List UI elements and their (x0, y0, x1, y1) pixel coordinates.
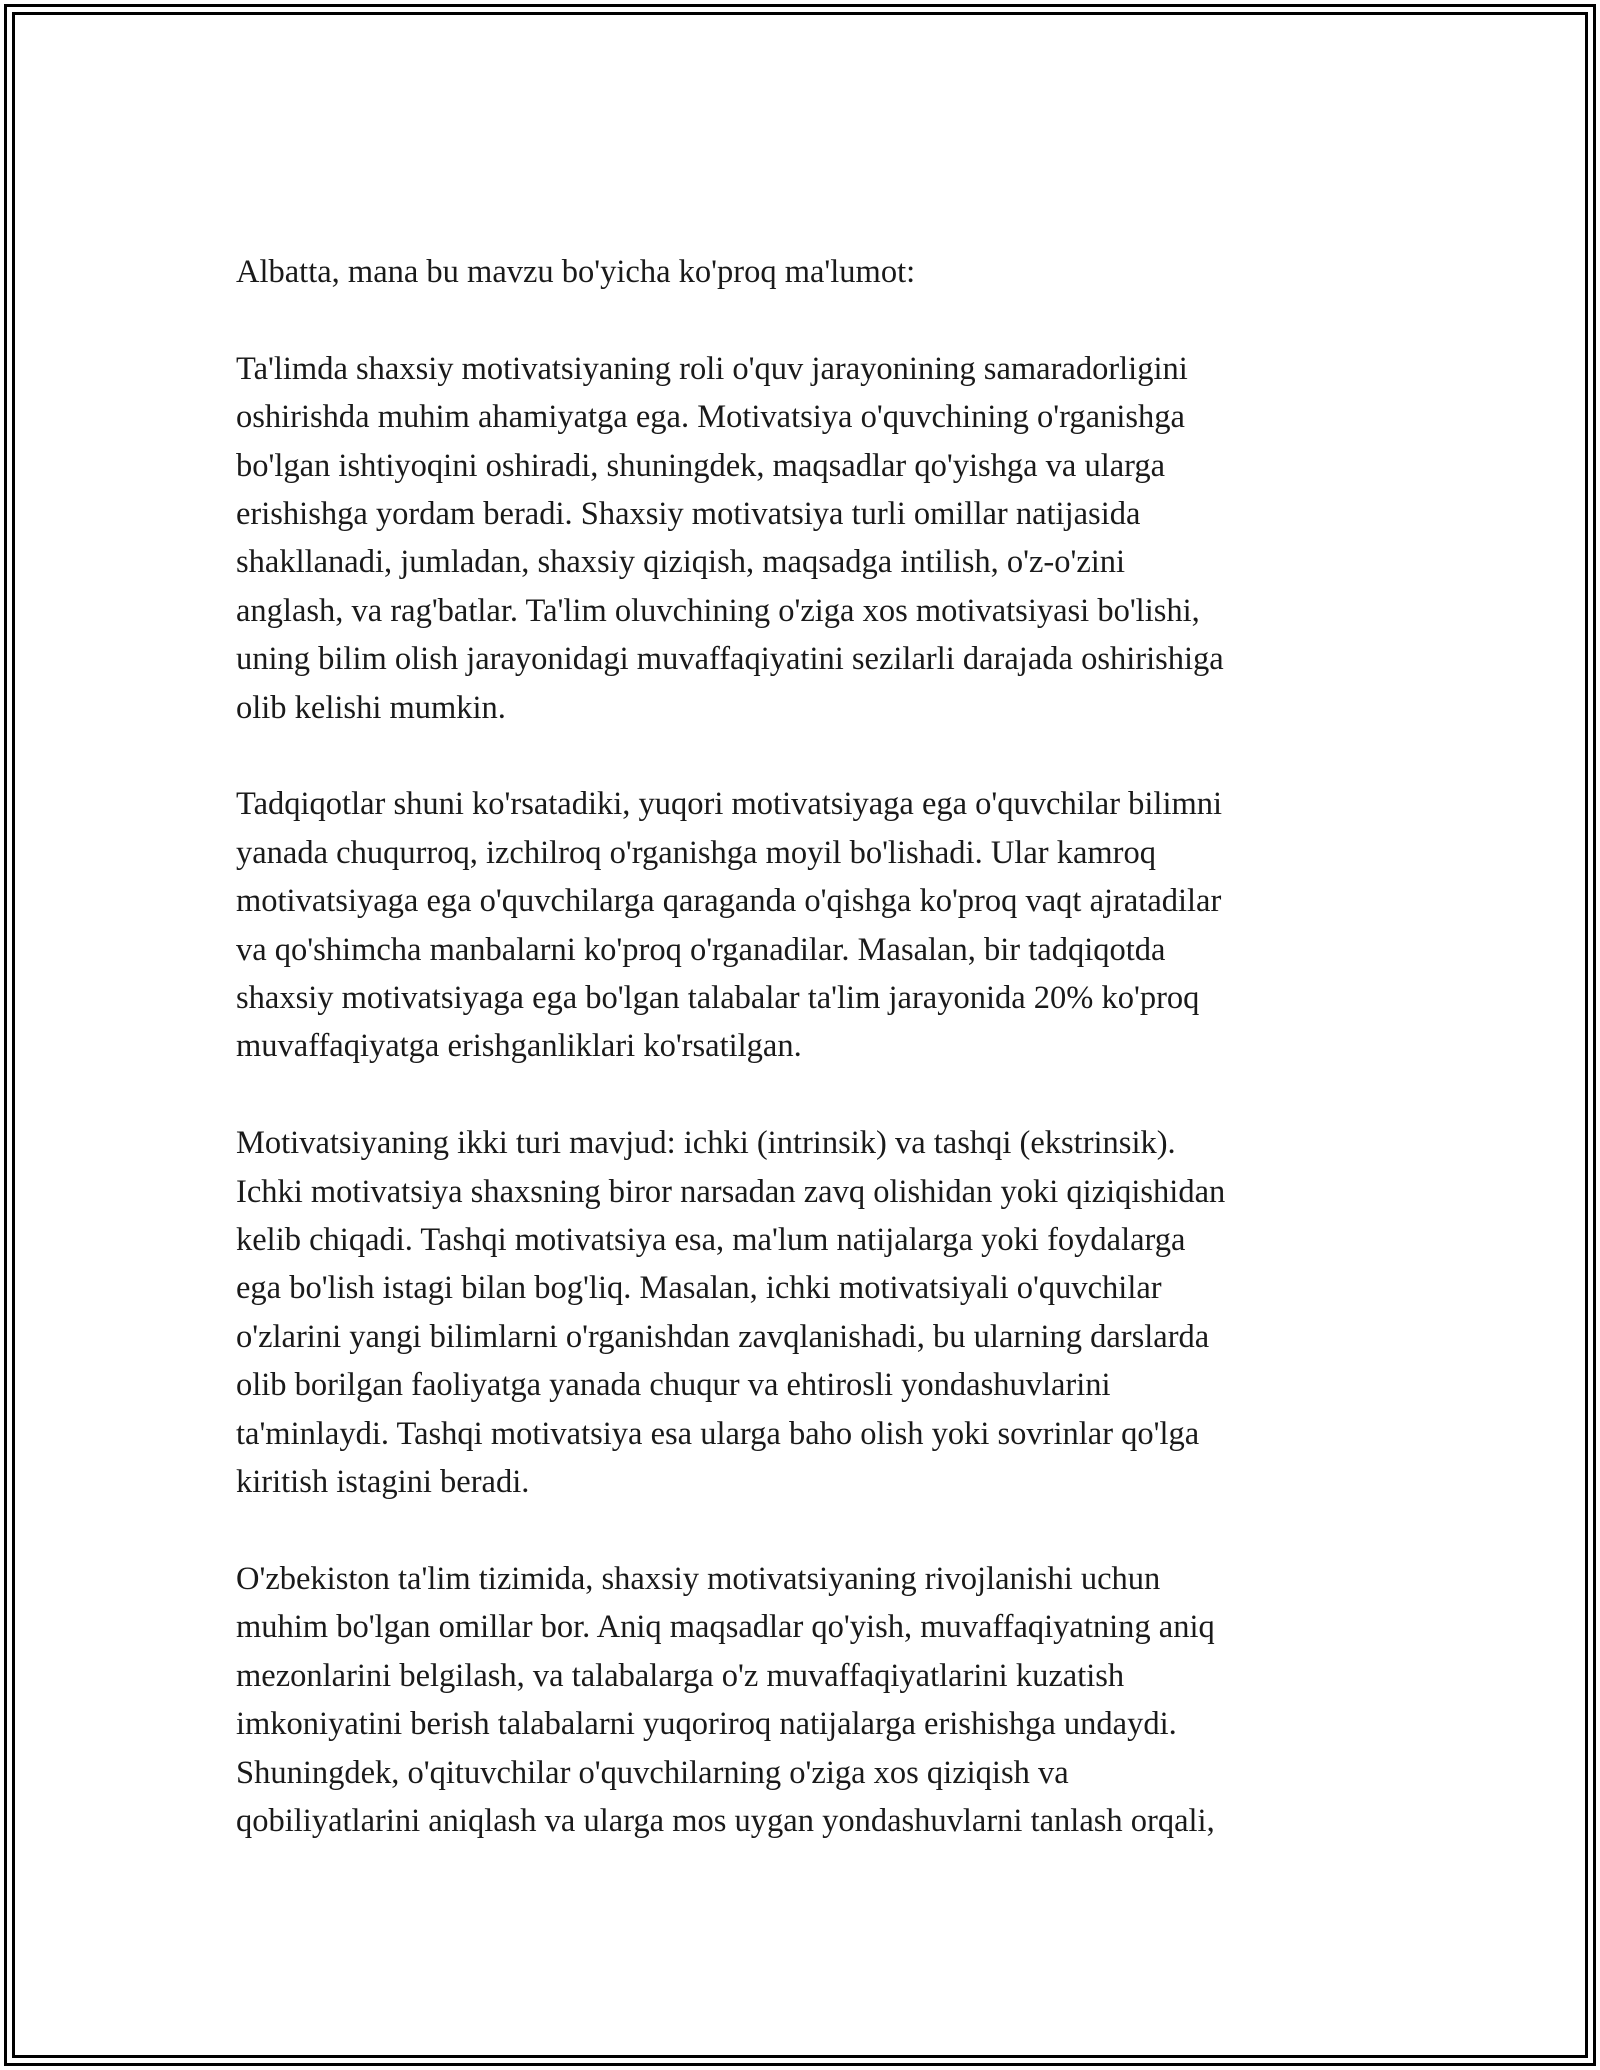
paragraph-line: bo'lgan ishtiyoqini oshiradi, shuningdek, maqsadlar qo'yishga va ularga (236, 447, 1166, 484)
paragraph-1 (236, 345, 1396, 732)
paragraph-line: Shuningdek, o'qituvchilar o'quvchilarning o'ziga xos qiziqish va (236, 1754, 1069, 1791)
paragraph-line: Motivatsiyaning ikki turi mavjud: ichki (intrinsik) va tashqi (ekstrinsik). (236, 1125, 1176, 1162)
paragraph-line: ega bo'lish istagi bilan bog'liq. Masalan, ichki motivatsiyali o'quvchilar (236, 1270, 1162, 1307)
paragraph-line: Ichki motivatsiya shaxsning biror narsadan zavq olishidan yoki qiziqishidan (236, 1173, 1226, 1210)
paragraph-line: uning bilim olish jarayonidagi muvaffaqiyatini sezilarli darajada oshirishiga (236, 641, 1224, 678)
paragraph-line: shakllanadi, jumladan, shaxsiy qiziqish, maqsadga intilish, o'z-o'zini (236, 544, 1126, 581)
paragraph-line: qobiliyatlarini aniqlash va ularga mos uygan yondashuvlarni tanlash orqali, (236, 1802, 1215, 1839)
intro-line: Albatta, mana bu mavzu bo'yicha ko'proq ma'lumot: (236, 254, 916, 290)
paragraph-line: oshirishda muhim ahamiyatga ega. Motivatsiya o'quvchining o'rganishga (236, 399, 1185, 436)
paragraph-line: shaxsiy motivatsiyaga ega bo'lgan talabalar ta'lim jarayonida 20% ko'proq (236, 980, 1200, 1017)
paragraph-line: muvaffaqiyatga erishganliklari ko'rsatilgan. (236, 1028, 802, 1065)
paragraph-line: olib borilgan faoliyatga yanada chuqur va ehtirosli yondashuvlarini (236, 1367, 1111, 1404)
paragraph-3 (236, 1119, 1396, 1506)
paragraph-line: motivatsiyaga ega o'quvchilarga qaraganda o'qishga ko'proq vaqt ajratadilar (236, 883, 1222, 920)
paragraph-line: anglash, va rag'batlar. Ta'lim oluvchining o'ziga xos motivatsiyasi bo'lishi, (236, 592, 1200, 629)
paragraph-line: va qo'shimcha manbalarni ko'proq o'rganadilar. Masalan, bir tadqiqotda (236, 931, 1166, 968)
paragraph-line: ta'minlaydi. Tashqi motivatsiya esa ularga baho olish yoki sovrinlar qo'lga (236, 1415, 1200, 1452)
paragraph-line: muhim bo'lgan omillar bor. Aniq maqsadlar qo'yish, muvaffaqiyatning aniq (236, 1609, 1215, 1646)
document-body (236, 248, 1396, 1894)
paragraph-line: Tadqiqotlar shuni ko'rsatadiki, yuqori motivatsiyaga ega o'quvchilar bilimni (236, 786, 1223, 823)
paragraph-line: kelib chiqadi. Tashqi motivatsiya esa, ma'lum natijalarga yoki foydalarga (236, 1222, 1186, 1259)
paragraph-line: yanada chuqurroq, izchilroq o'rganishga moyil bo'lishadi. Ular kamroq (236, 834, 1156, 871)
intro-paragraph (236, 248, 1396, 296)
paragraph-line: olib kelishi mumkin. (236, 689, 506, 726)
paragraph-line: mezonlarini belgilash, va talabalarga o'z muvaffaqiyatlarini kuzatish (236, 1657, 1125, 1694)
paragraph-line: Ta'limda shaxsiy motivatsiyaning roli o'quv jarayonining samaradorligini (236, 350, 1188, 387)
paragraph-line: erishishga yordam beradi. Shaxsiy motivatsiya turli omillar natijasida (236, 496, 1141, 533)
paragraph-line: O'zbekiston ta'lim tizimida, shaxsiy motivatsiyaning rivojlanishi uchun (236, 1560, 1161, 1597)
paragraph-line: imkoniyatini berish talabalarni yuqoriroq natijalarga erishishga undaydi. (236, 1706, 1177, 1743)
paragraph-line: kiritish istagini beradi. (236, 1464, 530, 1501)
paragraph-line: o'zlarini yangi bilimlarni o'rganishdan zavqlanishadi, bu ularning darslarda (236, 1318, 1210, 1355)
paragraph-2 (236, 780, 1396, 1070)
paragraph-4 (236, 1555, 1396, 1845)
